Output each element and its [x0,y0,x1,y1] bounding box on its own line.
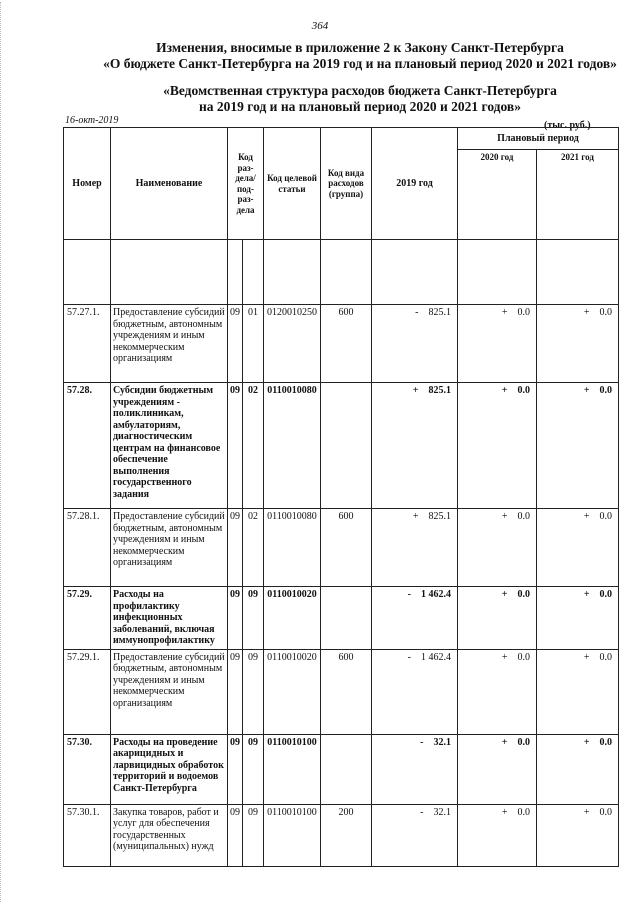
amount-value: 1 462.4 [421,589,451,600]
row-number: 57.29.1. [64,649,111,734]
header-2019: 2019 год [372,128,458,240]
amount-sign: + [501,511,508,522]
amount-sign: + [501,651,508,663]
amount-sign: + [501,736,508,748]
amount-value: 1 462.4 [421,651,451,663]
table-row [64,649,619,734]
row-subsection: 09 [243,804,264,866]
amount-sign: - [420,806,424,818]
row-amount-2021 [537,649,619,734]
row-section: 09 [228,305,243,383]
row-amount-2020 [458,305,537,383]
amount-sign: + [501,806,508,818]
document-title [0,40,640,72]
row-expense-type [321,734,372,804]
row-section: 09 [228,383,243,509]
row-name: Предоставление субсидий бюджетным, автономным учреждениям и иным некоммерческим организациям [111,509,228,587]
row-amount-2021 [537,804,619,866]
row-amount-2019 [372,509,458,587]
budget-table [63,127,619,867]
row-amount-2020 [458,649,537,734]
document-subtitle [0,83,640,115]
row-amount-2021 [537,587,619,650]
amount-sign: + [583,589,590,600]
amount-value: 825.1 [428,511,451,522]
row-section: 09 [228,804,243,866]
amount-sign: + [501,307,508,318]
row-number: 57.29. [64,587,111,650]
row-name: Расходы на профилактику инфекционных заболеваний, включая иммунопрофилактику [111,587,228,650]
header-name: Наименование [111,128,228,240]
table-row [64,509,619,587]
table-row [64,734,619,804]
amount-value: 825.1 [428,385,451,396]
amount-sign: - [415,307,419,318]
row-subsection: 09 [243,587,264,650]
subtitle-line-2: на 2019 год и на плановый период 2020 и 2021 годов» [199,99,521,114]
amount-sign: - [407,651,411,663]
row-name: Предоставление субсидий бюджетным, автономным учреждениям и иным некоммерческим организациям [111,649,228,734]
row-subsection: 09 [243,649,264,734]
subtitle-line-1: «Ведомственная структура расходов бюджета Санкт-Петербурга [163,83,557,98]
amount-value: 0.0 [517,511,530,522]
units-label: (тыс. руб.) [544,120,591,131]
row-target-code: 0110010100 [264,734,321,804]
row-amount-2019 [372,804,458,866]
row-subsection: 09 [243,734,264,804]
amount-value: 32.1 [433,736,451,748]
amount-sign: + [583,511,590,522]
row-name: Субсидии бюджетным учреждениям - поликлиникам, амбулаториям, диагностическим центрам на финансовое обеспечение выполнения государственного задания [111,383,228,509]
table-body [64,305,619,867]
amount-value: 0.0 [599,736,613,748]
row-amount-2020 [458,587,537,650]
row-name: Расходы на проведение акарицидных и ларвицидных обработок территорий и водоемов Санкт-Петербурга [111,734,228,804]
amount-value: 0.0 [517,806,530,818]
row-amount-2019 [372,649,458,734]
amount-value: 0.0 [517,307,530,318]
row-amount-2021 [537,383,619,509]
header-number: Номер [64,128,111,240]
row-number: 57.28.1. [64,509,111,587]
row-name: Предоставление субсидий бюджетным, автономным учреждениям и иным некоммерческим организациям [111,305,228,383]
amount-sign: - [407,589,411,600]
table-row [64,383,619,509]
amount-value: 0.0 [517,736,530,748]
amount-value: 0.0 [599,651,613,663]
table-row [64,587,619,650]
amount-sign: + [501,589,508,600]
amount-value: 0.0 [517,651,530,663]
row-number: 57.28. [64,383,111,509]
header-plan-period: Плановый период [458,128,619,150]
row-amount-2021 [537,734,619,804]
row-number: 57.27.1. [64,305,111,383]
row-amount-2020 [458,734,537,804]
header-2021: 2021 год [537,150,619,240]
amount-sign: + [583,736,590,748]
row-target-code: 0110010080 [264,383,321,509]
row-amount-2019 [372,587,458,650]
row-target-code: 0110010020 [264,649,321,734]
row-amount-2020 [458,383,537,509]
row-amount-2020 [458,509,537,587]
row-expense-type: 600 [321,509,372,587]
row-number: 57.30. [64,734,111,804]
row-number: 57.30.1. [64,804,111,866]
page-number: 364 [311,20,329,32]
row-expense-type: 600 [321,305,372,383]
row-target-code: 0110010100 [264,804,321,866]
header-2020: 2020 год [458,150,537,240]
amount-value: 0.0 [517,589,530,600]
row-section: 09 [228,734,243,804]
header-target: Код целевой статьи [264,128,321,240]
row-section: 09 [228,587,243,650]
row-amount-2019 [372,734,458,804]
amount-sign: - [420,736,424,748]
header-expense-type: Код вида расходов (группа) [321,128,372,240]
header-spacer [64,240,619,305]
header-section: Код раз-дела/ под-раз-дела [228,128,264,240]
title-line-1: Изменения, вносимые в приложение 2 к Закону Санкт-Петербурга [156,40,564,55]
row-target-code: 0110010020 [264,587,321,650]
document-date: 16-окт-2019 [65,115,119,126]
table-row [64,305,619,383]
row-subsection: 02 [243,509,264,587]
amount-value: 825.1 [428,307,451,318]
row-section: 09 [228,649,243,734]
amount-sign: + [412,511,419,522]
amount-sign: + [501,385,508,396]
amount-value: 0.0 [599,589,613,600]
row-target-code: 0120010250 [264,305,321,383]
amount-value: 0.0 [599,511,613,522]
amount-sign: + [583,385,590,396]
amount-sign: + [583,806,590,818]
page-edge [0,2,6,902]
row-name: Закупка товаров, работ и услуг для обеспечения государственных (муниципальных) нужд [111,804,228,866]
row-subsection: 01 [243,305,264,383]
row-subsection: 02 [243,383,264,509]
row-amount-2019 [372,383,458,509]
amount-value: 0.0 [599,307,613,318]
amount-value: 0.0 [599,385,613,396]
row-expense-type [321,383,372,509]
amount-value: 0.0 [517,385,530,396]
amount-sign: + [583,651,590,663]
row-amount-2021 [537,509,619,587]
row-expense-type: 200 [321,804,372,866]
amount-sign: + [583,307,590,318]
title-line-2: «О бюджете Санкт-Петербурга на 2019 год и на плановый период 2020 и 2021 годов» [103,56,617,71]
row-expense-type: 600 [321,649,372,734]
row-section: 09 [228,509,243,587]
row-target-code: 0110010080 [264,509,321,587]
row-amount-2021 [537,305,619,383]
amount-value: 32.1 [433,806,451,818]
row-expense-type [321,587,372,650]
table-row [64,804,619,866]
amount-sign: + [412,385,419,396]
amount-value: 0.0 [599,806,613,818]
row-amount-2020 [458,804,537,866]
row-amount-2019 [372,305,458,383]
